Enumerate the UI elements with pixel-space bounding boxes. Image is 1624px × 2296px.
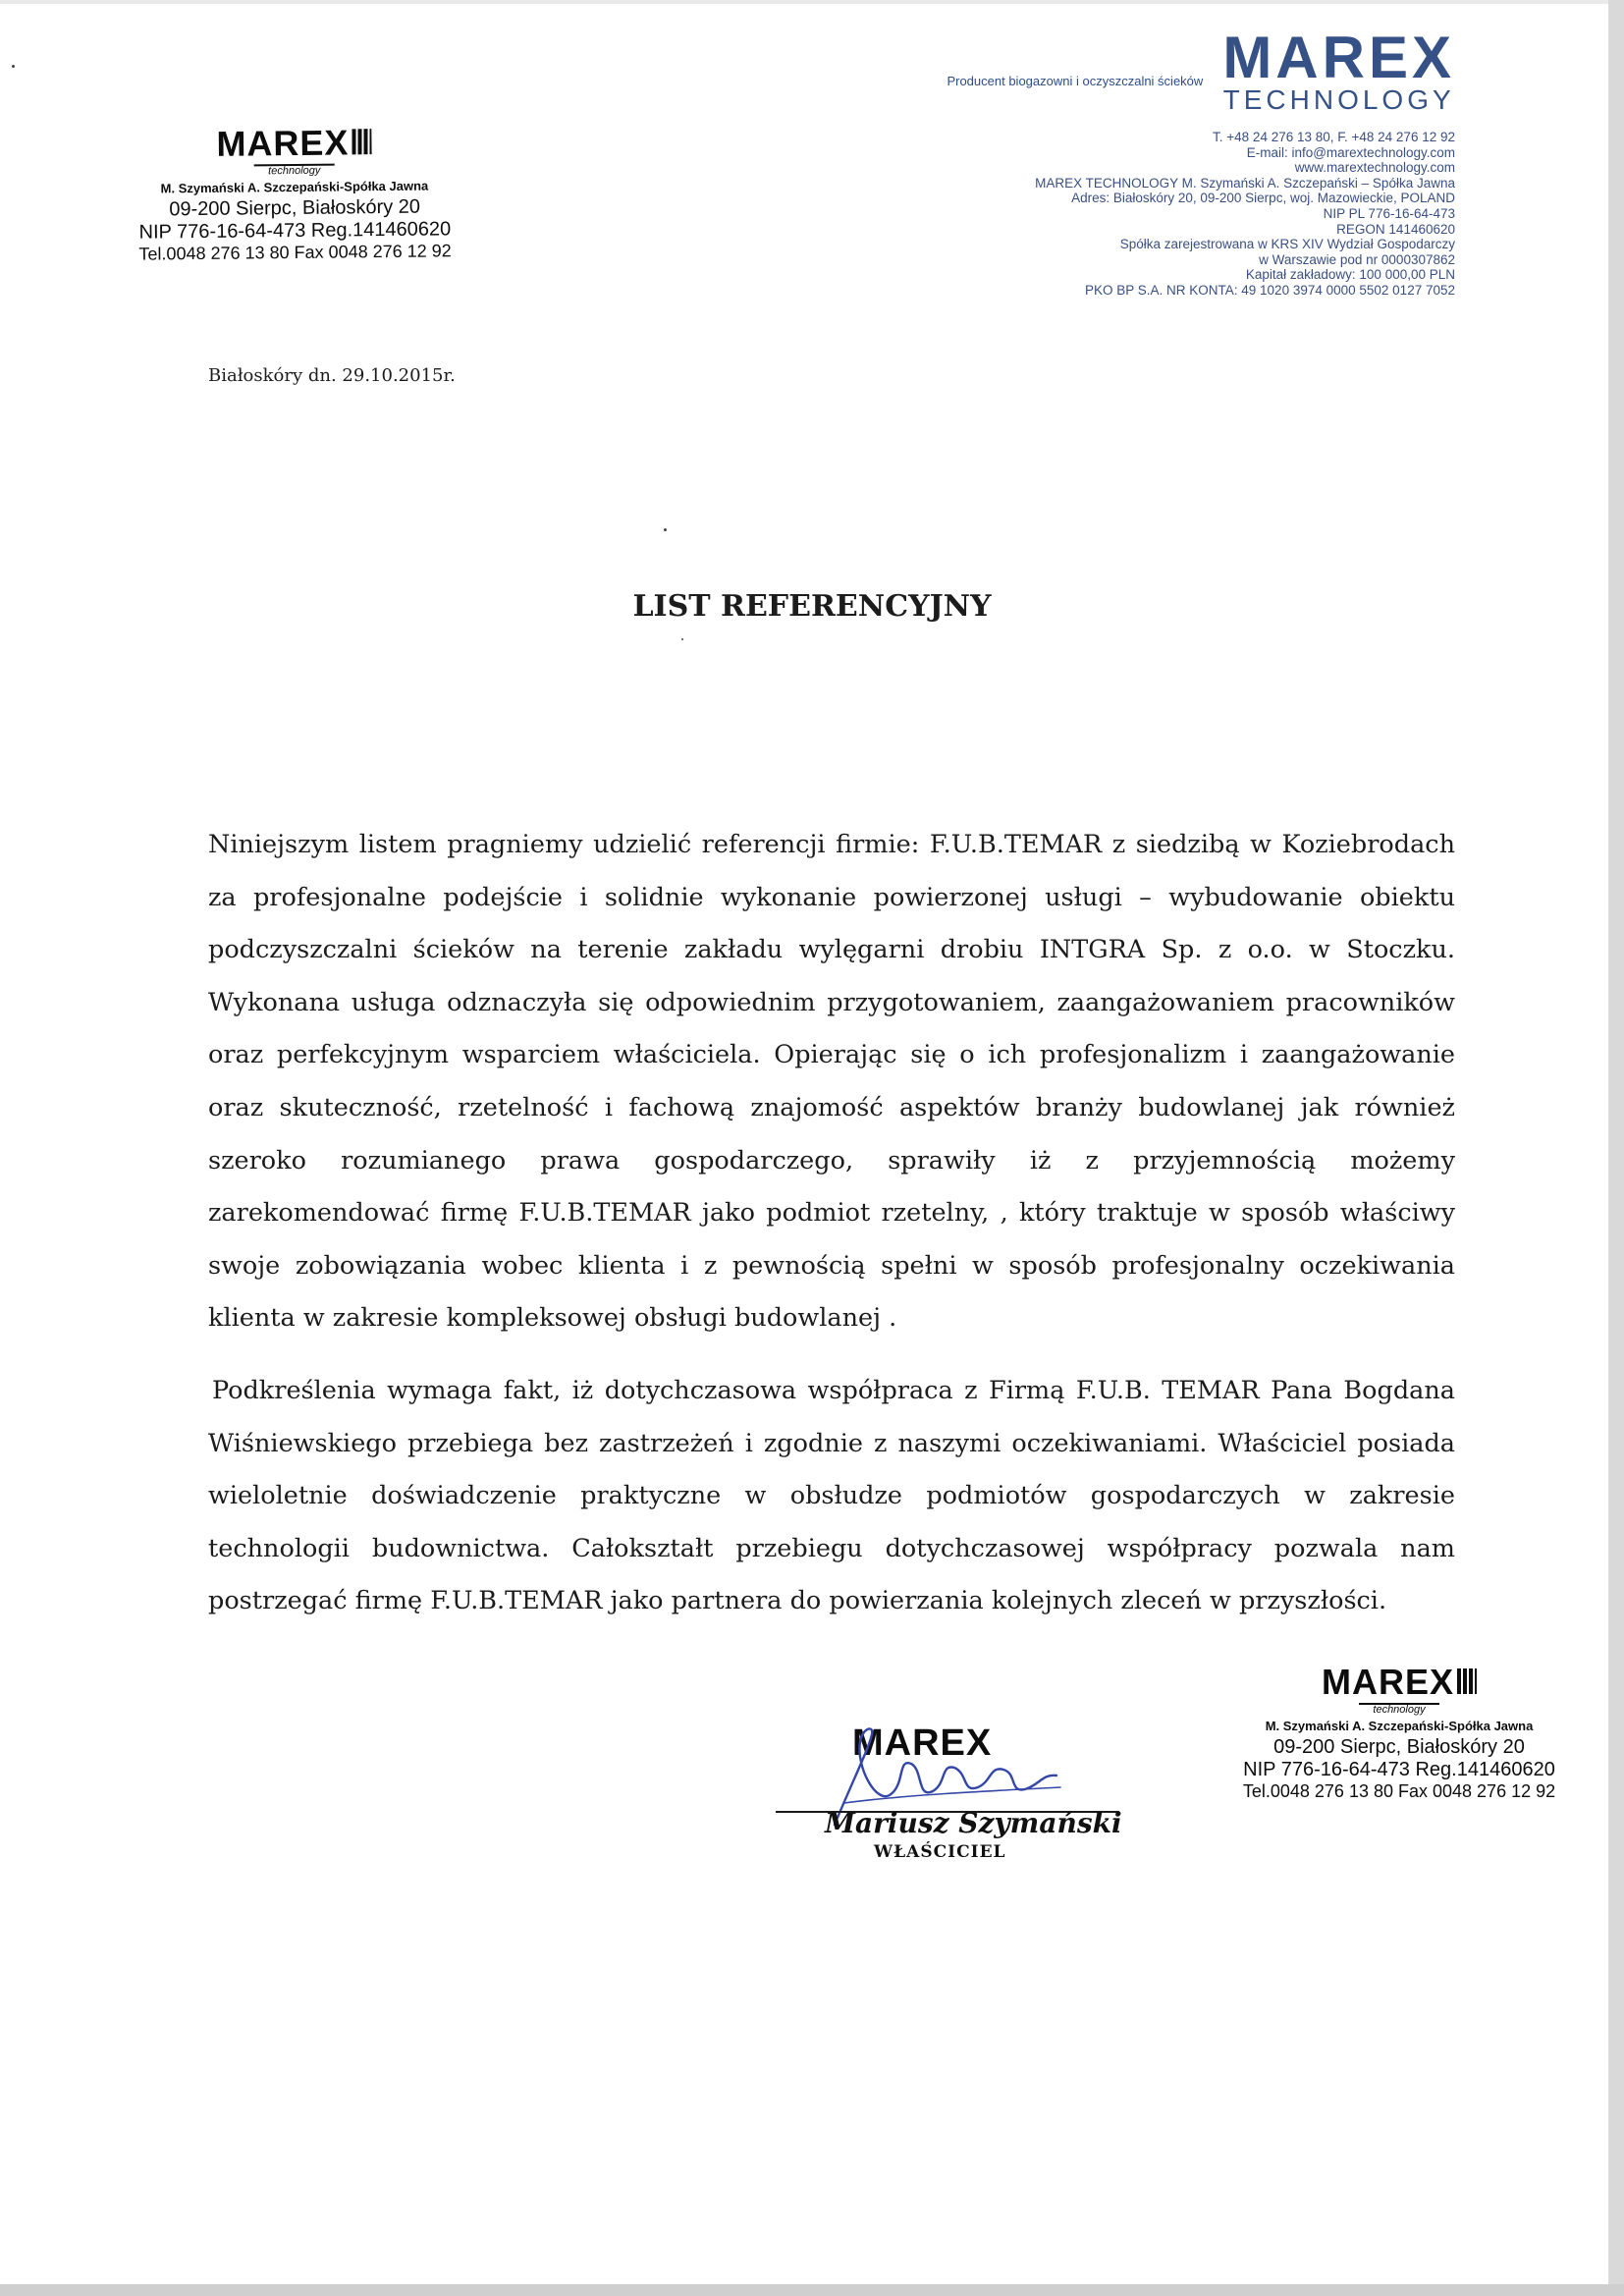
stamp-logo bbox=[107, 124, 480, 163]
letter-date: Białoskóry dn. 29.10.2015r. bbox=[208, 365, 456, 386]
stamp-tel: Tel.0048 276 13 80 Fax 0048 276 12 92 bbox=[138, 241, 452, 264]
stamp-tech: technology bbox=[254, 164, 334, 178]
stamp-nip: NIP 776-16-64-473 Reg.141460620 bbox=[138, 218, 452, 244]
contact-line: www.marextechnology.com bbox=[1294, 160, 1455, 176]
stamp-bars-icon bbox=[352, 129, 371, 154]
stamp-tech: technology bbox=[1359, 1703, 1438, 1716]
paragraph-1: Niniejszym listem pragniemy udzielić referencji firmie: F.U.B.TEMAR z siedzibą w Koziebrodach za profesjonalne podejście i solidnie wykonanie powierzonej usługi – wybudowanie obiektu podczyszczalni ścieków na terenie zakładu wylęgarni drobiu INTGRA Sp. z o.o. w Stoczku. Wykonana usługa odznaczyła się odpowiednim przygotowaniem, zaangażowaniem pracowników oraz perfekcyjnym wsparciem właściciela. Opierając się o ich profesjonalizm i zaangażowanie oraz skuteczność, rzetelność i fachową znajomość aspektów branży budowlanej jak również szeroko rozumianego prawa gospodarczego, sprawiły iż z przyjemnością możemy zarekomendować firmę F.U.B.TEMAR jako podmiot rzetelny, , który traktuje w sposób właściwy swoje zobowiązania wobec klienta i z pewnością spełni w sposób profesjonalny oczekiwania klienta w zakresie kompleksowej obsługi budowlanej . bbox=[208, 830, 1455, 1334]
contact-details bbox=[905, 130, 1455, 299]
contact-line: Kapitał zakładowy: 100 000,00 PLN bbox=[1245, 267, 1455, 283]
scan-dust bbox=[681, 638, 683, 640]
stamp-company: M. Szymański A. Szczepański-Spółka Jawna bbox=[1265, 1719, 1534, 1733]
letterhead bbox=[905, 25, 1455, 299]
signature-stamp-brand: MAREX bbox=[852, 1722, 993, 1764]
company-stamp-top bbox=[107, 124, 481, 265]
contact-line: E-mail: info@marextechnology.com bbox=[1246, 144, 1455, 160]
stamp-tel: Tel.0048 276 13 80 Fax 0048 276 12 92 bbox=[1242, 1781, 1556, 1801]
stamp-nip: NIP 776-16-64-473 Reg.141460620 bbox=[1243, 1759, 1555, 1780]
contact-line: T. +48 24 276 13 80, F. +48 24 276 12 92 bbox=[1213, 130, 1455, 144]
scan-dust bbox=[12, 65, 15, 68]
letter-title: LIST REFERENCYJNY bbox=[632, 589, 992, 624]
logo-subtitle: TECHNOLOGY bbox=[1222, 84, 1455, 115]
logo-brand: MAREX bbox=[1222, 25, 1455, 90]
contact-line: PKO BP S.A. NR KONTA: 49 1020 3974 0000 5502 0127 7052 bbox=[1084, 282, 1455, 298]
stamp-bars-icon bbox=[1457, 1668, 1477, 1694]
company-stamp-bottom bbox=[1203, 1662, 1596, 1802]
stamp-address: 09-200 Sierpc, Białoskóry 20 bbox=[1273, 1736, 1525, 1758]
contact-line: w Warszawie pod nr 0000307862 bbox=[1259, 251, 1455, 267]
scan-edge-top bbox=[0, 0, 1624, 4]
stamp-company: M. Szymański A. Szczepański-Spółka Jawna bbox=[160, 178, 429, 196]
marex-logo bbox=[1222, 25, 1455, 115]
stamp-address: 09-200 Sierpc, Białoskóry 20 bbox=[169, 195, 421, 221]
scan-edge-right bbox=[1608, 0, 1624, 2296]
stamp-brand: MAREX bbox=[216, 122, 350, 164]
letter-body bbox=[208, 819, 1455, 1628]
producer-tagline: Producent biogazowni i oczyszczalni ścieków bbox=[947, 74, 1204, 88]
stamp-logo bbox=[1203, 1662, 1596, 1702]
contact-line: Spółka zarejestrowana w KRS XIV Wydział Gospodarczy bbox=[1119, 237, 1455, 252]
contact-line: Adres: Białoskóry 20, 09-200 Sierpc, woj. Mazowieckie, POLAND bbox=[1071, 191, 1455, 206]
paragraph-2: Podkreślenia wymaga fakt, iż dotychczasowa współpraca z Firmą F.U.B. TEMAR Pana Bogdana Wiśniewskiego przebiega bez zastrzeżeń i zgodnie z naszymi oczekiwaniami. Właściciel posiada wieloletnie doświadczenie praktyczne w obsłudze podmiotów gospodarczych w zakresie technologii budownictwa. Całokształt przebiegu dotychczasowej współpracy pozwala nam postrzegać firmę F.U.B.TEMAR jako partnera do powierzania kolejnych zleceń w przyszłości. bbox=[208, 1375, 1455, 1616]
stamp-brand: MAREX bbox=[1321, 1662, 1454, 1702]
contact-line: NIP PL 776-16-64-473 bbox=[1323, 205, 1455, 221]
letterhead-logo-row bbox=[905, 25, 1455, 115]
signatory-name: Mariusz Szymański bbox=[825, 1807, 1122, 1839]
scan-dust bbox=[664, 528, 667, 531]
contact-line: MAREX TECHNOLOGY M. Szymański A. Szczepański – Spółka Jawna bbox=[1035, 175, 1455, 191]
signatory-role: WŁAŚCICIEL bbox=[874, 1842, 1006, 1862]
scan-edge-bottom bbox=[0, 2284, 1624, 2296]
contact-line: REGON 141460620 bbox=[1336, 221, 1455, 237]
